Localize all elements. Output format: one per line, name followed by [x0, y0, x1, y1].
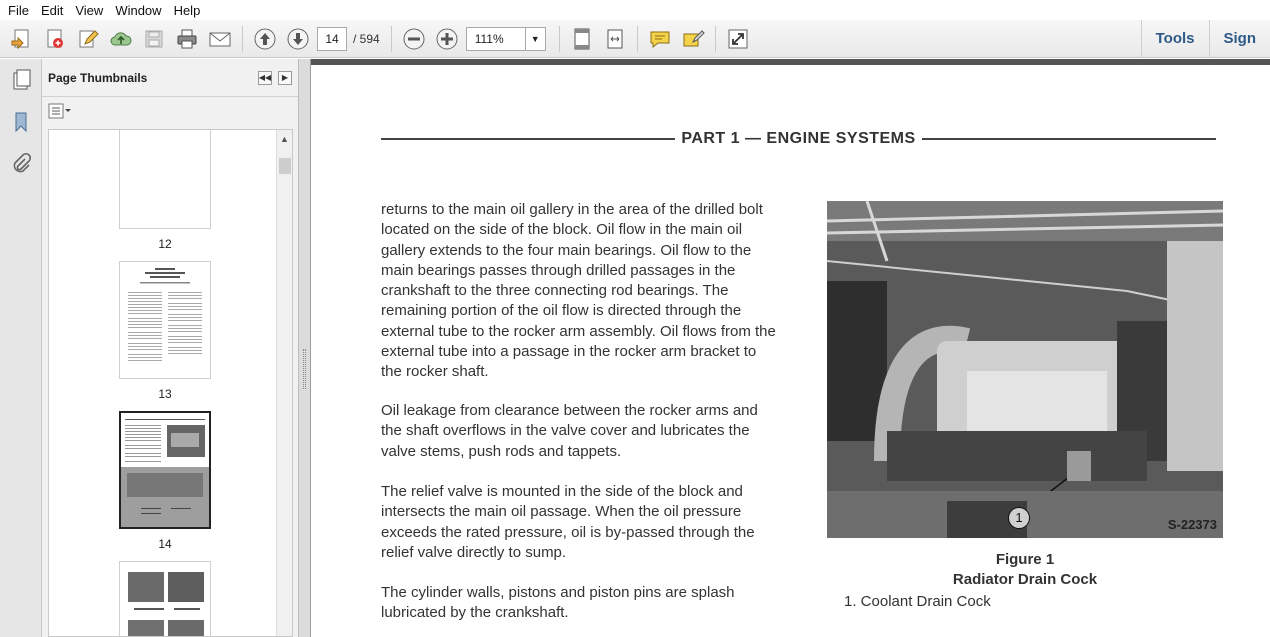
- paperclip-icon: [9, 152, 33, 176]
- thumbnail-page-13[interactable]: [119, 261, 211, 379]
- fit-page-icon: [570, 27, 594, 51]
- plus-circle-icon: [435, 27, 459, 51]
- figure-photo: [827, 201, 1223, 538]
- thumbnails-options: [42, 97, 298, 125]
- menu-window[interactable]: Window: [115, 2, 162, 18]
- pages-icon: [9, 68, 33, 92]
- scrollbar-thumb[interactable]: [279, 158, 291, 174]
- thumbnail-page-14[interactable]: [119, 411, 211, 529]
- toolbar-separator: [637, 26, 638, 52]
- panel-title: Page Thumbnails: [48, 70, 148, 85]
- figure-callout: 1: [1008, 507, 1030, 529]
- print-button[interactable]: [173, 25, 201, 53]
- zoom-level-input[interactable]: [466, 27, 526, 51]
- open-file-button[interactable]: [41, 25, 69, 53]
- zoom-in-button[interactable]: [433, 25, 461, 53]
- menu-edit[interactable]: Edit: [40, 2, 64, 18]
- splitter-grip[interactable]: [303, 349, 306, 389]
- highlight-button[interactable]: [679, 25, 707, 53]
- menu-view[interactable]: View: [75, 2, 104, 18]
- menu-help[interactable]: Help: [173, 2, 201, 18]
- menu-bar: [0, 0, 1270, 20]
- header-rule: [922, 138, 1216, 140]
- figure-code: S-22373: [1167, 517, 1217, 532]
- thumbnail-label: 14: [158, 537, 172, 551]
- figure-title: Radiator Drain Cock: [952, 571, 1098, 588]
- bookmark-icon: [9, 110, 33, 134]
- previous-page-button[interactable]: [251, 25, 279, 53]
- arrow-up-icon: [253, 27, 277, 51]
- page-total: / 594: [353, 31, 380, 46]
- attachments-tab[interactable]: [0, 143, 42, 185]
- full-screen-button[interactable]: [724, 25, 752, 53]
- email-button[interactable]: [206, 25, 234, 53]
- page-number-input[interactable]: 14: [317, 27, 347, 51]
- save-button[interactable]: [140, 25, 168, 53]
- zoom-out-button[interactable]: [400, 25, 428, 53]
- open-file-icon: [43, 27, 67, 51]
- tools-button[interactable]: Tools: [1155, 30, 1195, 47]
- highlighter-pen-icon: [681, 27, 705, 51]
- figure-legend-item: 1. Coolant Drain Cock: [844, 593, 991, 610]
- page-preview: [121, 413, 209, 527]
- page-thumbnails-panel: [42, 59, 299, 637]
- thumbnails-list[interactable]: [48, 129, 293, 637]
- document-page: [311, 65, 1270, 637]
- navigation-pane-icons: [0, 59, 42, 637]
- next-page-button[interactable]: [284, 25, 312, 53]
- thumbnail-label: 13: [158, 387, 172, 401]
- bookmarks-tab[interactable]: [0, 101, 42, 143]
- body-paragraph: Oil leakage from clearance between the rocker arms and the shaft overflows in the valve cover and lubricates the valve stems, push rods and tappets.: [381, 402, 758, 460]
- edit-button[interactable]: [74, 25, 102, 53]
- document-view[interactable]: [311, 59, 1270, 637]
- page-thumbnails-tab[interactable]: [0, 59, 42, 101]
- thumbnails-header: [42, 59, 298, 97]
- fit-width-button[interactable]: [601, 25, 629, 53]
- page-preview: [120, 562, 210, 637]
- chevron-down-icon: ▼: [530, 33, 540, 44]
- create-pdf-button[interactable]: [8, 25, 36, 53]
- expand-icon: [726, 27, 750, 51]
- toolbar-right: [1141, 20, 1270, 58]
- upload-cloud-button[interactable]: [107, 25, 135, 53]
- arrow-down-icon: [286, 27, 310, 51]
- options-menu-icon[interactable]: [48, 103, 72, 119]
- figure-number: Figure 1: [995, 551, 1055, 568]
- page-preview: [120, 262, 210, 378]
- body-paragraph: The relief valve is mounted in the side of the block and intersects the main oil passage. When the oil pressure exceeds the rated pressure, oil is by-passed through the relief valve directly to sump.: [381, 483, 755, 561]
- header-rule: [381, 138, 675, 140]
- panel-splitter[interactable]: [299, 59, 311, 637]
- create-pdf-icon: [10, 27, 34, 51]
- toolbar: [0, 20, 1270, 58]
- section-title: PART 1 — ENGINE SYSTEMS: [681, 130, 916, 147]
- thumbnail-label: 12: [158, 237, 172, 251]
- body-paragraph: The cylinder walls, pistons and piston pins are splash lubricated by the crankshaft.: [381, 584, 735, 622]
- thumbnails-scrollbar[interactable]: [276, 130, 292, 637]
- thumbnail-page-12[interactable]: [119, 129, 211, 229]
- thumbnail-page-15[interactable]: [119, 561, 211, 637]
- cloud-upload-icon: [109, 27, 133, 51]
- menu-file[interactable]: File: [8, 2, 29, 18]
- section-header: [381, 129, 1216, 149]
- fit-page-button[interactable]: [568, 25, 596, 53]
- zoom-value: 111%: [474, 31, 504, 46]
- scroll-up-arrow-icon[interactable]: ▲: [280, 134, 289, 144]
- minus-circle-icon: [402, 27, 426, 51]
- comment-button[interactable]: [646, 25, 674, 53]
- toolbar-separator: [715, 26, 716, 52]
- body-paragraph: returns to the main oil gallery in the area of the drilled bolt located on the side of the block. Oil flow in the main oil gallery extends to the four main bearings. Oil flow to the main bearings passes through drilled passages in the crankshaft to the three connecting rod bearings. The remaining portion of the oil flow is directed through the external tube to the rocker arm assembly. Oil flows from the external tube into a passage in the rocker arm bracket to the rocker shaft.: [381, 201, 776, 381]
- collapse-panel-button[interactable]: ◀◀: [258, 71, 272, 85]
- toolbar-separator: [391, 26, 392, 52]
- edit-pencil-icon: [76, 27, 100, 51]
- envelope-icon: [208, 27, 232, 51]
- sign-button[interactable]: Sign: [1223, 30, 1256, 47]
- printer-icon: [175, 27, 199, 51]
- zoom-dropdown-button[interactable]: [526, 27, 546, 51]
- toolbar-separator: [559, 26, 560, 52]
- toolbar-separator: [242, 26, 243, 52]
- comment-bubble-icon: [648, 27, 672, 51]
- save-disk-icon: [142, 27, 166, 51]
- fit-width-icon: [603, 27, 627, 51]
- engine-photo: [827, 201, 1223, 538]
- expand-panel-button[interactable]: ▶: [278, 71, 292, 85]
